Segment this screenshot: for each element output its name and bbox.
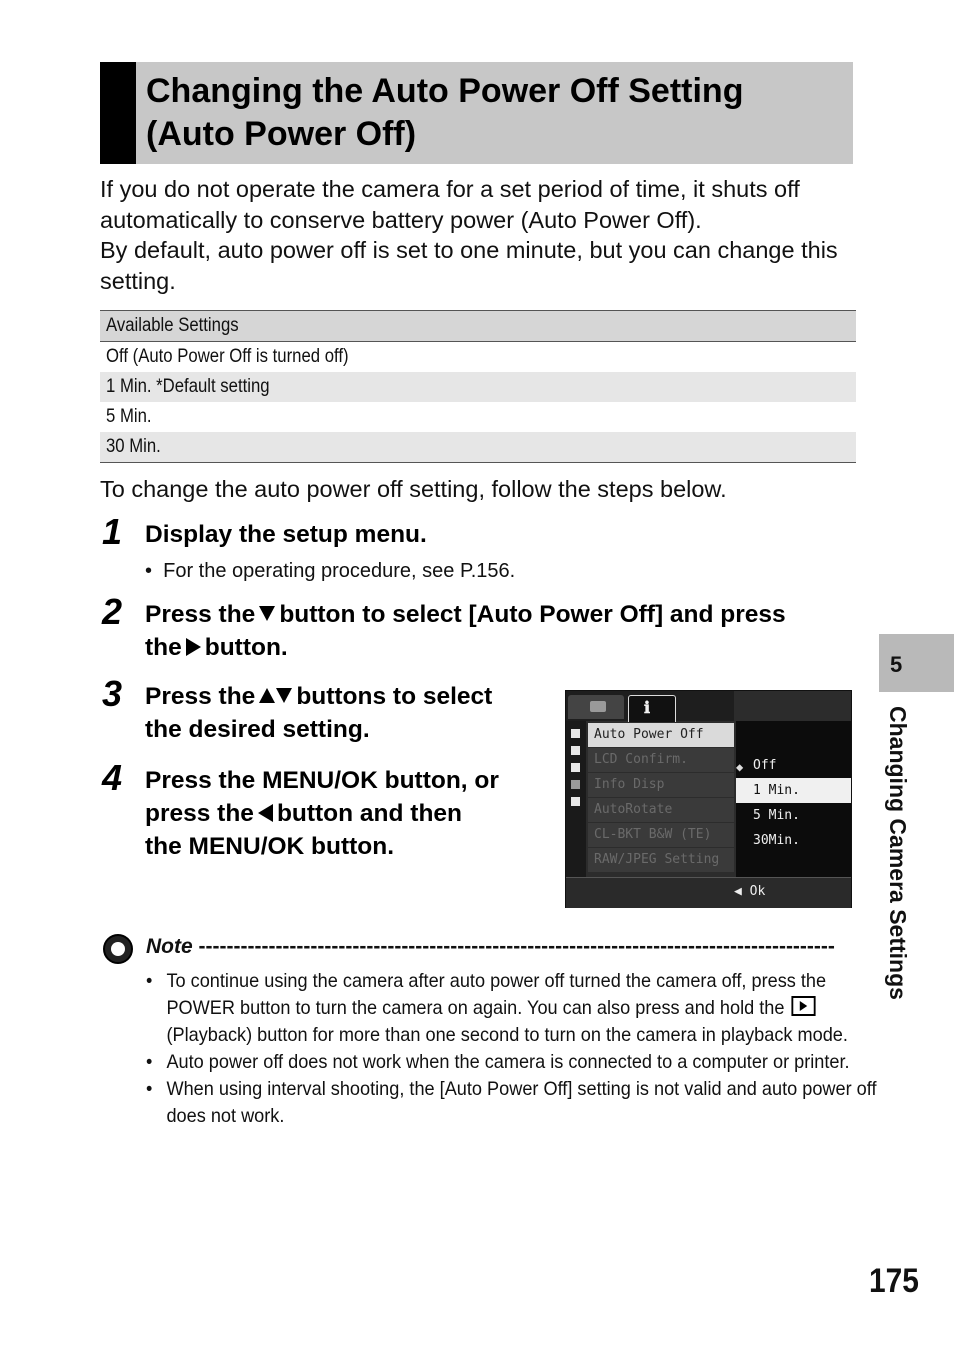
table-header: Available Settings: [100, 311, 856, 342]
step-number-3: 3: [102, 673, 123, 714]
menu-tab-bar: [566, 691, 734, 721]
intro-paragraph-1: If you do not operate the camera for a set period of time, it shuts off automatically to conserve battery power (Auto Power Off).: [100, 176, 800, 233]
table-row: Off (Auto Power Off is turned off): [106, 346, 349, 367]
menu-item: LCD Confirm.: [588, 748, 734, 772]
left-arrow-icon: [258, 804, 273, 822]
step-number-2: 2: [102, 591, 123, 632]
menu-item: CL-BKT B&W (TE): [588, 823, 734, 847]
note-item: • When using interval shooting, the [Auto Power Off] setting is not valid and auto power off does not work.: [146, 1076, 883, 1130]
page-marker: [571, 780, 580, 789]
page-marker: [571, 729, 580, 738]
table-row: 1 Min. *Default setting: [100, 372, 856, 402]
available-settings-table: [100, 310, 856, 463]
step-number-4: 4: [102, 757, 123, 798]
current-option-marker: ◆: [736, 760, 744, 774]
step-number-1: 1: [102, 511, 123, 552]
intro-paragraph-2: By default, auto power off is set to one minute, but you can change this setting.: [100, 237, 838, 294]
step-1-bullet: • For the operating procedure, see P.156.: [145, 560, 516, 582]
step-3-text: Press the buttons to select the desired setting.: [145, 683, 493, 743]
page-number: 175: [869, 1262, 919, 1300]
note-heading: Note -------------------------------------------------------------------------------------------: [146, 935, 835, 958]
step-1-text: Display the setup menu.: [145, 521, 427, 548]
camera-setup-menu-screen: [565, 690, 852, 908]
title-accent-bar: [100, 62, 136, 164]
table-row: 5 Min.: [106, 406, 152, 427]
option-list: [736, 721, 851, 877]
setup-icon: ℹ: [644, 698, 651, 717]
camera-icon: [590, 701, 606, 712]
up-arrow-icon: [259, 688, 275, 703]
menu-item: Info Disp: [588, 773, 734, 797]
option-item: 5 Min.: [753, 808, 800, 823]
note-item: • To continue using the camera after auto power off turned the camera off, press the POWER button to turn the camera on again. You can also press and hold the (Playback) button for more than one second to turn on the camera in playback mode.: [146, 968, 883, 1049]
page-marker: [571, 746, 580, 755]
menu-item: RAW/JPEG Setting: [588, 848, 734, 872]
option-item: Off: [753, 758, 777, 773]
step-2-text: Press the button to select [Auto Power Off] and press the button.: [145, 601, 786, 661]
table-row: 30 Min.: [100, 432, 856, 462]
menu-item-auto-power-off: Auto Power Off: [588, 723, 734, 747]
page-title-line1: Changing the Auto Power Off Setting: [146, 72, 744, 110]
steps-lead-text: To change the auto power off setting, follow the steps below.: [100, 476, 727, 502]
page-marker: [571, 797, 580, 806]
note-icon: [103, 934, 133, 964]
setup-menu-list: [588, 723, 734, 873]
page-title: [146, 70, 846, 156]
note-item: • Auto power off does not work when the camera is connected to a computer or printer.: [146, 1049, 883, 1076]
down-arrow-icon: [259, 606, 275, 621]
menu-item: AutoRotate: [588, 798, 734, 822]
option-item: 30Min.: [753, 833, 800, 848]
down-arrow-icon: [276, 688, 292, 703]
menu-page-indicator: [566, 721, 586, 877]
intro-text: [100, 174, 860, 296]
playback-icon: [791, 996, 815, 1016]
setup-menu-tab: [628, 695, 676, 722]
right-arrow-icon: [186, 638, 201, 656]
page-title-line2: (Auto Power Off): [146, 115, 417, 153]
page-marker: [571, 763, 580, 772]
chapter-number: 5: [890, 652, 903, 677]
chapter-title: Changing Camera Settings: [885, 706, 911, 1000]
step-4-text: Press the MENU/OK button, or press the button and then the MENU/OK button.: [145, 767, 499, 860]
note-list: [146, 968, 877, 1130]
section-title-box: [100, 62, 853, 164]
screen-bottom-bar: [566, 877, 851, 908]
ok-hint: ◀ Ok: [734, 884, 766, 899]
option-item-selected: 1 Min.: [736, 778, 851, 803]
